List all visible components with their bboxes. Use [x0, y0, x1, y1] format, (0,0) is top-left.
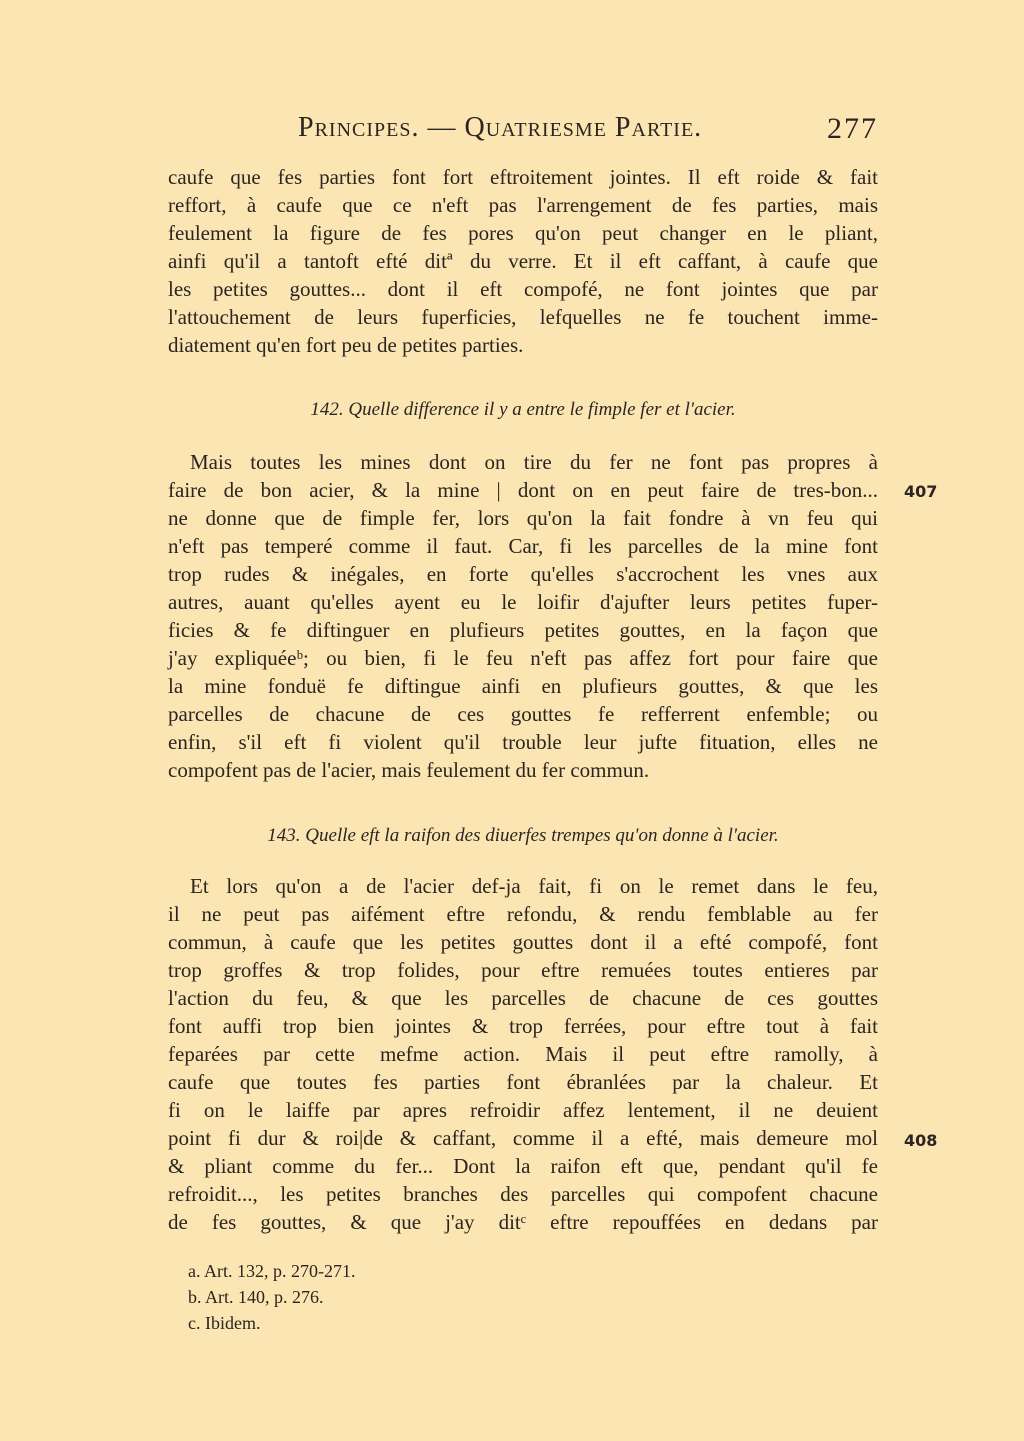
page-header — [168, 112, 880, 152]
text-line: parcelles de chacune de ces gouttes fe refferrent enfemble; ou — [168, 702, 878, 726]
text-line: Et lors qu'on a de l'acier def-ja fait, fi on le remet dans le feu, — [190, 874, 878, 898]
text-line: trop rudes & inégales, en forte qu'elles s'accrochent les vnes aux — [168, 562, 878, 586]
text-line: ne donne que de fimple fer, lors qu'on la fait fondre à vn feu qui — [168, 506, 878, 530]
footnote-c: c. Ibidem. — [188, 1313, 261, 1333]
footnote-b: b. Art. 140, p. 276. — [188, 1287, 324, 1307]
text-line: autres, auant qu'elles ayent eu le loifir d'ajufter leurs petites fuper- — [168, 590, 878, 614]
text-line: feparées par cette mefme action. Mais il peut eftre ramolly, à — [168, 1042, 878, 1066]
text-line: n'eft pas temperé comme il faut. Car, fi les parcelles de la mine font — [168, 534, 878, 558]
text-line: j'ay expliquéeᵇ; ou bien, fi le feu n'eft pas affez fort pour faire que — [168, 646, 878, 670]
text-line: Mais toutes les mines dont on tire du fer ne font pas propres à — [190, 450, 878, 474]
text-line: reffort, à caufe que ce n'eft pas l'arrengement de fes parties, mais — [168, 193, 878, 217]
footnotes — [188, 1258, 688, 1336]
text-line: trop groffes & trop folides, pour eftre remuées toutes entieres par — [168, 958, 878, 982]
text-line: la mine fonduë fe diftingue ainfi en plufieurs gouttes, & que les — [168, 674, 878, 698]
text-line: de fes gouttes, & que j'ay ditᶜ eftre repouffées en dedans par — [168, 1210, 878, 1234]
section-heading-142: 142. Quelle difference il y a entre le fimple fer et l'acier. — [310, 399, 736, 420]
text-line: feulement la figure de fes pores qu'on peut changer en le pliant, — [168, 221, 878, 245]
margin-page-ref-407: 407 — [904, 482, 938, 501]
text-line: commun, à caufe que les petites gouttes dont il a efté compofé, font — [168, 930, 878, 954]
text-line: fi on le laiffe par apres refroidir affez lentement, il ne deuient — [168, 1098, 878, 1122]
margin-page-ref-408: 408 — [904, 1131, 938, 1150]
text-line: l'attouchement de leurs fuperficies, lefquelles ne fe touchent imme- — [168, 305, 878, 329]
running-title: Principes. — Quatriesme Partie. — [298, 112, 703, 143]
text-line: font auffi trop bien jointes & trop ferrées, pour eftre tout à fait — [168, 1014, 878, 1038]
footnote-a: a. Art. 132, p. 270-271. — [188, 1261, 356, 1281]
section-heading-143: 143. Quelle eft la raifon des diuerfes trempes qu'on donne à l'acier. — [267, 825, 779, 846]
text-line: il ne peut pas aifément eftre refondu, & rendu femblable au fer — [168, 902, 878, 926]
text-line: compofent pas de l'acier, mais feulement du fer commun. — [168, 758, 650, 782]
text-line: diatement qu'en fort peu de petites parties. — [168, 333, 524, 357]
text-line: faire de bon acier, & la mine | dont on en peut faire de tres-bon... — [168, 478, 878, 502]
text-line: caufe que fes parties font fort eftroitement jointes. Il eft roide & fait — [168, 165, 878, 189]
text-line: refroidit..., les petites branches des parcelles qui compofent chacune — [168, 1182, 878, 1206]
text-line: & pliant comme du fer... Dont la raifon eft que, pendant qu'il fe — [168, 1154, 878, 1178]
text-line: les petites gouttes... dont il eft compofé, ne font jointes que par — [168, 277, 878, 301]
page-number: 277 — [827, 112, 878, 145]
text-line: point fi dur & roi|de & caffant, comme il a efté, mais demeure mol — [168, 1126, 878, 1150]
text-line: ficies & fe diftinguer en plufieurs petites gouttes, en la façon que — [168, 618, 878, 642]
paragraph-1 — [168, 163, 878, 359]
text-line: enfin, s'il eft fi violent qu'il trouble leur jufte fituation, elles ne — [168, 730, 878, 754]
paragraph-3 — [168, 872, 878, 1236]
text-line: l'action du feu, & que les parcelles de chacune de ces gouttes — [168, 986, 878, 1010]
text-line: ainfi qu'il a tantoft efté ditª du verre. Et il eft caffant, à caufe que — [168, 249, 878, 273]
paragraph-2 — [168, 448, 878, 784]
text-line: caufe que toutes fes parties font ébranlées par la chaleur. Et — [168, 1070, 878, 1094]
